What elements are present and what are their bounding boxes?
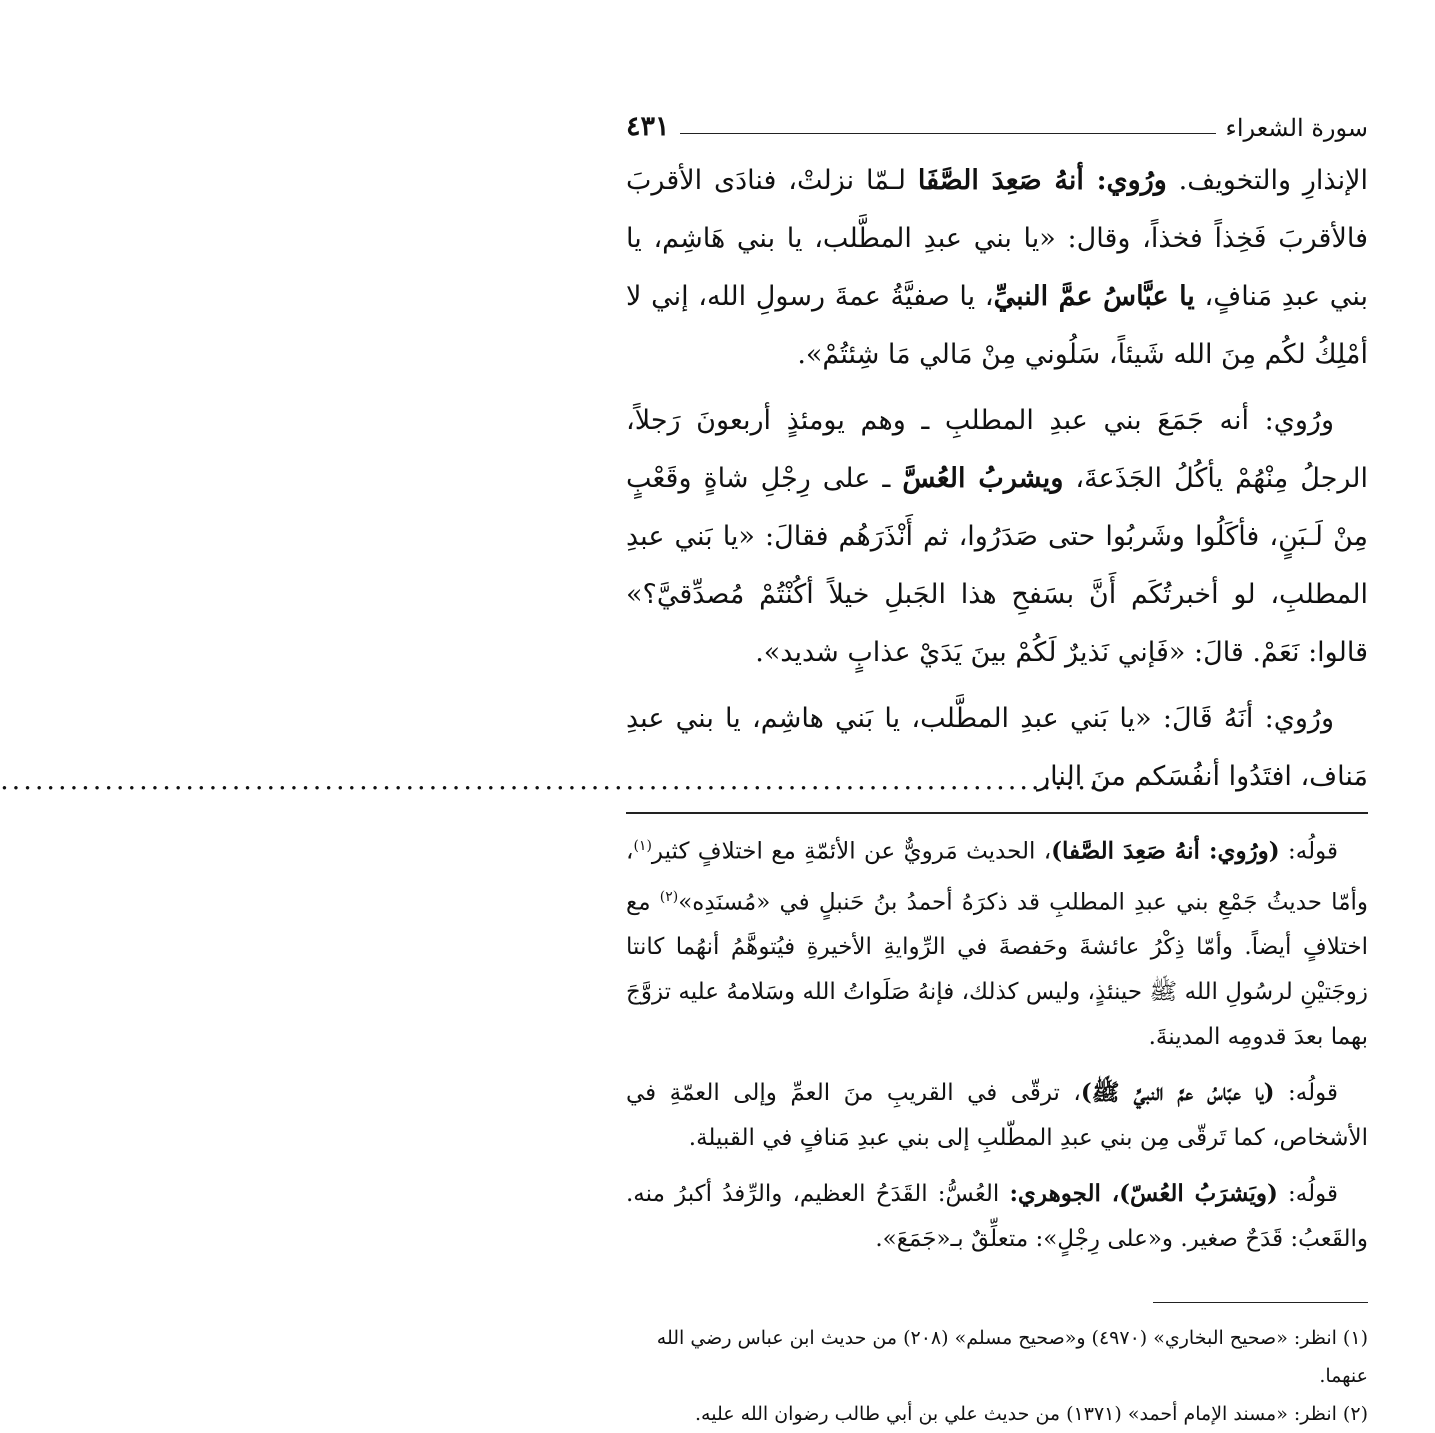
- continuation-dots: ................................................................................................: [0, 765, 1112, 796]
- commentary-p1-text: ، الحديث مَرويٌّ عن الأئمّةِ مع اختلافٍ كثير: [651, 838, 1052, 865]
- commentary-paragraph-2: [626, 1070, 1368, 1161]
- main-p3-text: ورُوي: أنَهُ قَالَ: «يا بَني عبدِ المطَّلب، يا بَني هاشِم، يا بني عبدِ مَناف، افتَدُوا أنفُسَكم منَ النار: [626, 703, 1368, 792]
- commentary-p2-lead: قولُه:: [1274, 1080, 1339, 1107]
- surah-title: سورة الشعراء: [1225, 114, 1368, 142]
- commentary: [626, 824, 1368, 1262]
- commentary-p2-text: ، ترقّى في القريبِ منَ العمِّ وإلى العمّةِ في الأشخاص، كما تَرقّى مِن بني عبدِ المطّلبِ إلى بني عبدِ مَنافٍ في القبيلة.: [626, 1080, 1368, 1152]
- footnote-1: (١) انظر: «صحيح البخاري» (٤٩٧٠) و«صحيح مسلم» (٢٠٨) من حديث ابن عباس رضي الله عنهما.: [656, 1327, 1368, 1388]
- main-p1-highlight-2: يا عبَّاسُ عمَّ النبيِّ: [993, 281, 1195, 312]
- main-paragraph-2: [626, 392, 1368, 682]
- commentary-p2-quote: (يا عبّاسُ عمَّ النبيِّ ﷺ): [1080, 1079, 1275, 1107]
- commentary-paragraph-1: [626, 824, 1368, 1060]
- page-number: ٤٣١: [626, 111, 670, 142]
- main-p1-highlight-1: ورُوي: أنهُ صَعِدَ الصَّفَا: [917, 165, 1167, 196]
- main-p1-text: الإنذارِ والتخويف.: [1166, 165, 1368, 196]
- commentary-p1-text-2: ، وأمّا حديثُ جَمْعِ بني عبدِ المطلبِ قد ذكرَهُ أحمدُ بنُ حَنبلٍ في «مُسنَدِه»: [626, 838, 1369, 916]
- commentary-p3-quote: (ويَشرَبُ العُسّ)، الجوهري:: [1009, 1180, 1278, 1208]
- commentary-p3-lead: قولُه:: [1277, 1181, 1338, 1208]
- commentary-p1-quote: (ورُوي: أنهُ صَعِدَ الصَّفا): [1051, 837, 1280, 865]
- commentary-p3-text: العُسُّ: القَدَحُ العظيم، والرِّفدُ أكبرُ منه. والقَعبُ: قَدَحٌ صغير. و«على رِجْلٍ»: متعلِّقٌ بـ«جَمَعَ».: [626, 1181, 1368, 1253]
- main-p2-highlight: ويشربُ العُسَّ: [902, 463, 1064, 494]
- page: [0, 108, 1369, 1433]
- commentary-separator: [626, 812, 1368, 814]
- commentary-p1-lead: قولُه:: [1279, 838, 1338, 865]
- main-p1-text-3: ، يا صفيَّةُ عمةَ رسولِ الله، إني لا أمْلِكُ لكُم مِنَ الله شَيئاً، سَلُوني مِنْ مَالي مَا شِئتُمْ».: [626, 281, 1368, 370]
- main-p2-text: ورُوي: أنه جَمَعَ بني عبدِ المطلبِ ـ وهم يومئذٍ أربعونَ رَجلاً، الرجلُ مِنْهُمْ يأكُلُ الجَذَعةَ،: [626, 405, 1369, 494]
- commentary-paragraph-3: [626, 1171, 1368, 1262]
- footnote-ref-2[interactable]: (٢): [659, 888, 679, 905]
- main-text: [0, 152, 1369, 806]
- footnote-2: (٢) انظر: «مسند الإمام أحمد» (١٣٧١) من حديث علي بن أبي طالب رضوان الله عليه.: [695, 1403, 1368, 1426]
- main-p2-text-2: ـ على رِجْلِ شاةٍ وقَعْبٍ مِنْ لَـبَنٍ، فأكَلُوا وشَربُوا حتى صَدَرُوا، ثم أَنْذَرَهُم فقالَ: «يا بَني عبدِ المطلبِ، لو أخبرتُكَم أَنَّ بسَفحِ هذا الجَبلِ خيلاً أكُنْتُمْ مُصدِّقيَّ؟» قالوا: نَعَمْ. قالَ: «فَإني نَذيرٌ لَكُمْ بينَ يَدَيْ عذابٍ شديد».: [626, 463, 1368, 668]
- main-paragraph-1: [626, 152, 1368, 384]
- footnotes: [626, 1319, 1368, 1433]
- footnote-ref-1[interactable]: (١): [633, 838, 652, 854]
- footnote-separator: [1153, 1302, 1368, 1303]
- running-header: [626, 108, 1368, 142]
- main-p1-text-2: لـمّا نزلتْ، فنادَى الأقربَ فالأقربَ فَخِذاً فخذاً، وقال: «يا بني عبدِ المطَّلب، يا بني هَاشِم، يا بني عبدِ مَنافٍ،: [626, 165, 1368, 312]
- commentary-p1-text-3: مع اختلافٍ أيضاً. وأمّا ذِكْرُ عائشةَ وحَفصةَ في الرِّوايةِ الأخيرةِ فيُتوهَّمُ أنهُما كانتا زوجَتيْنِ لرسُولِ الله ﷺ حينئذٍ، وليس كذلك، فإنهُ صَلَواتُ الله وسَلامهُ عليه تزوَّجَ بهما بعدَ قدومِه المدينةَ.: [626, 889, 1368, 1051]
- header-rule: [680, 133, 1216, 134]
